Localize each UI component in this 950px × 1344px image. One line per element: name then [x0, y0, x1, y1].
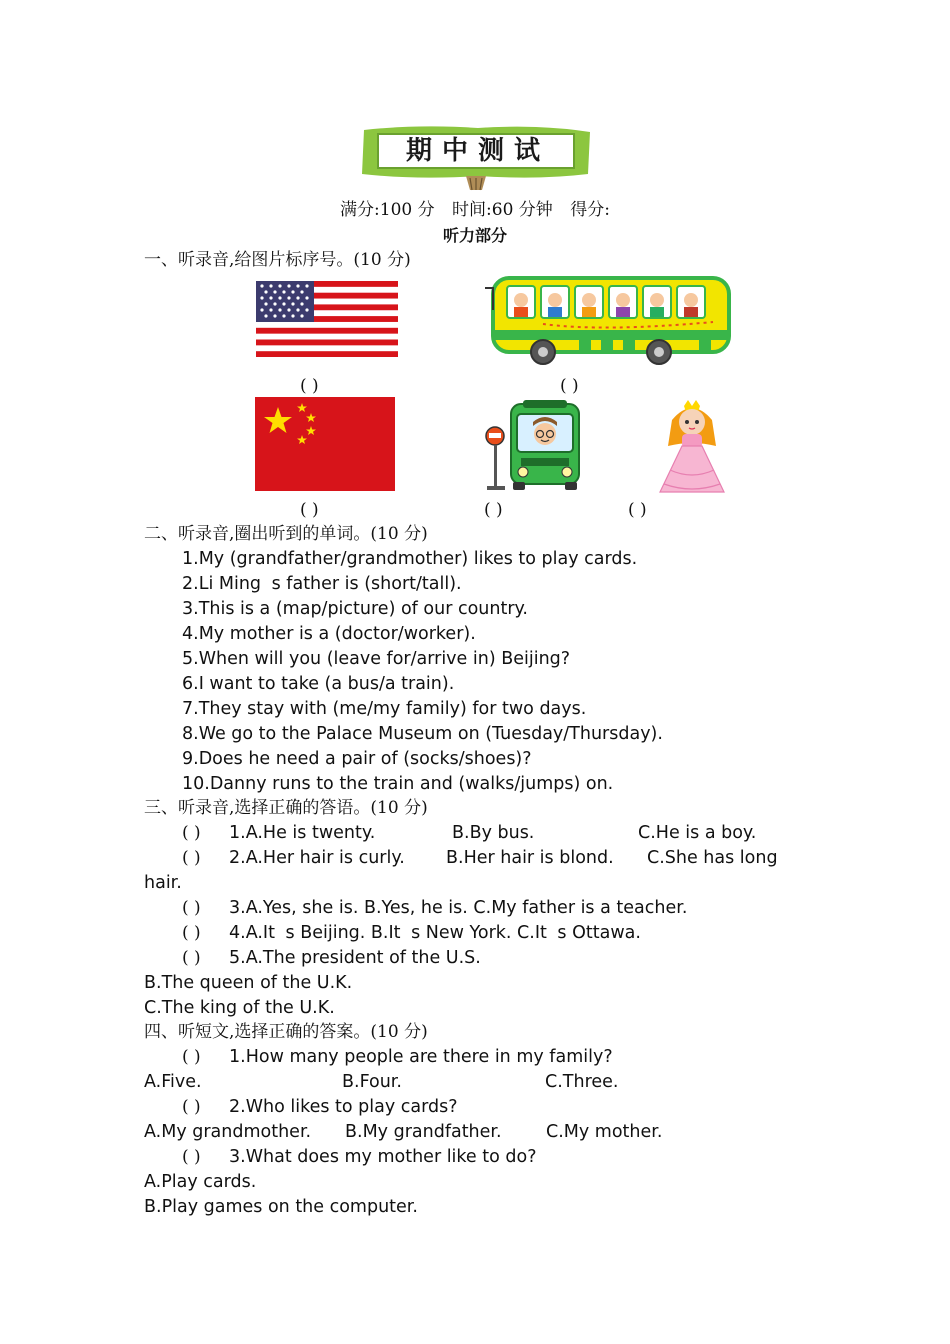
answer-paren-s3-q5[interactable]: ( )	[182, 948, 201, 968]
s4-q1-question: 1.How many people are there in my family?	[229, 1047, 613, 1067]
exam-time: 时间:60 分钟	[452, 200, 553, 220]
s3-q1-option-c: C.He is a boy.	[638, 823, 757, 843]
s3-q2-option-a: 2.A.Her hair is curly.	[229, 848, 405, 868]
section3-heading: 三、听录音,选择正确的答语。(10 分)	[144, 798, 428, 818]
section2-item: 6.I want to take (a bus/a train).	[182, 674, 455, 694]
answer-paren-s4-q1[interactable]: ( )	[182, 1047, 201, 1067]
section2-item: 8.We go to the Palace Museum on (Tuesday/Thursday).	[182, 724, 663, 744]
listening-part-label: 听力部分	[442, 226, 507, 245]
s4-q1-option-c: C.Three.	[545, 1072, 619, 1092]
s4-q3-option-a: A.Play cards.	[144, 1172, 257, 1192]
s3-q5-option-a: 5.A.The president of the U.S.	[229, 948, 481, 968]
s4-q1-option-a: A.Five.	[144, 1072, 202, 1092]
section2-item: 10.Danny runs to the train and (walks/jumps) on.	[182, 774, 614, 794]
section2-item: 3.This is a (map/picture) of our country.	[182, 599, 528, 619]
s4-q2-question: 2.Who likes to play cards?	[229, 1097, 458, 1117]
section4-heading: 四、听短文,选择正确的答案。(10 分)	[144, 1022, 428, 1042]
s3-q5-option-b: B.The queen of the U.K.	[144, 973, 353, 993]
full-score: 满分:100 分	[340, 200, 435, 220]
answer-paren-s4-q2[interactable]: ( )	[182, 1097, 201, 1117]
page-title: 期中测试	[405, 136, 550, 166]
s4-q3-question: 3.What does my mother like to do?	[229, 1147, 537, 1167]
section2-item: 5.When will you (leave for/arrive in) Beijing?	[182, 649, 571, 669]
section1-heading: 一、听录音,给图片标序号。(10 分)	[144, 250, 411, 270]
school-bus-icon	[483, 274, 731, 364]
answer-paren-bus-driver[interactable]: ( )	[484, 500, 503, 520]
china-flag-icon	[255, 397, 395, 491]
answer-paren-s4-q3[interactable]: ( )	[182, 1147, 201, 1167]
s3-q1-option-a: 1.A.He is twenty.	[229, 823, 376, 843]
s3-q4-options: 4.A.Its Beijing. B.Its New York. C.Its Ottawa.	[229, 923, 641, 943]
answer-paren-school-bus[interactable]: ( )	[560, 376, 579, 396]
s4-q3-option-b: B.Play games on the computer.	[144, 1197, 418, 1217]
section2-item: 4.My mother is a (doctor/worker).	[182, 624, 476, 644]
s3-q2-option-c-cont: hair.	[144, 873, 182, 893]
answer-paren-china-flag[interactable]: ( )	[300, 500, 319, 520]
score-field: 得分:	[570, 200, 610, 220]
bus-driver-icon	[483, 400, 583, 492]
section2-item: 7.They stay with (me/my family) for two days.	[182, 699, 587, 719]
s4-q1-option-b: B.Four.	[342, 1072, 402, 1092]
answer-paren-s3-q2[interactable]: ( )	[182, 848, 201, 868]
s3-q1-option-b: B.By bus.	[452, 823, 535, 843]
answer-paren-princess[interactable]: ( )	[628, 500, 647, 520]
section2-item: 1.My (grandfather/grandmother) likes to play cards.	[182, 549, 638, 569]
usa-flag-icon	[256, 281, 398, 357]
princess-icon	[652, 400, 732, 494]
section2-heading: 二、听录音,圈出听到的单词。(10 分)	[144, 524, 428, 544]
s4-q2-option-b: B.My grandfather.	[345, 1122, 502, 1142]
section2-item: 2.Li Mings father is (short/tall).	[182, 574, 462, 594]
s3-q2-option-c: C.She has long	[647, 848, 778, 868]
answer-paren-s3-q4[interactable]: ( )	[182, 923, 201, 943]
answer-paren-s3-q3[interactable]: ( )	[182, 898, 201, 918]
answer-paren-usa-flag[interactable]: ( )	[300, 376, 319, 396]
s3-q3-options: 3.A.Yes, she is. B.Yes, he is. C.My father is a teacher.	[229, 898, 688, 918]
s3-q2-option-b: B.Her hair is blond.	[446, 848, 614, 868]
exam-meta	[0, 198, 950, 222]
s3-q5-option-c: C.The king of the U.K.	[144, 998, 335, 1018]
s4-q2-option-a: A.My grandmother.	[144, 1122, 312, 1142]
s4-q2-option-c: C.My mother.	[546, 1122, 663, 1142]
section2-item: 9.Does he need a pair of (socks/shoes)?	[182, 749, 532, 769]
answer-paren-s3-q1[interactable]: ( )	[182, 823, 201, 843]
